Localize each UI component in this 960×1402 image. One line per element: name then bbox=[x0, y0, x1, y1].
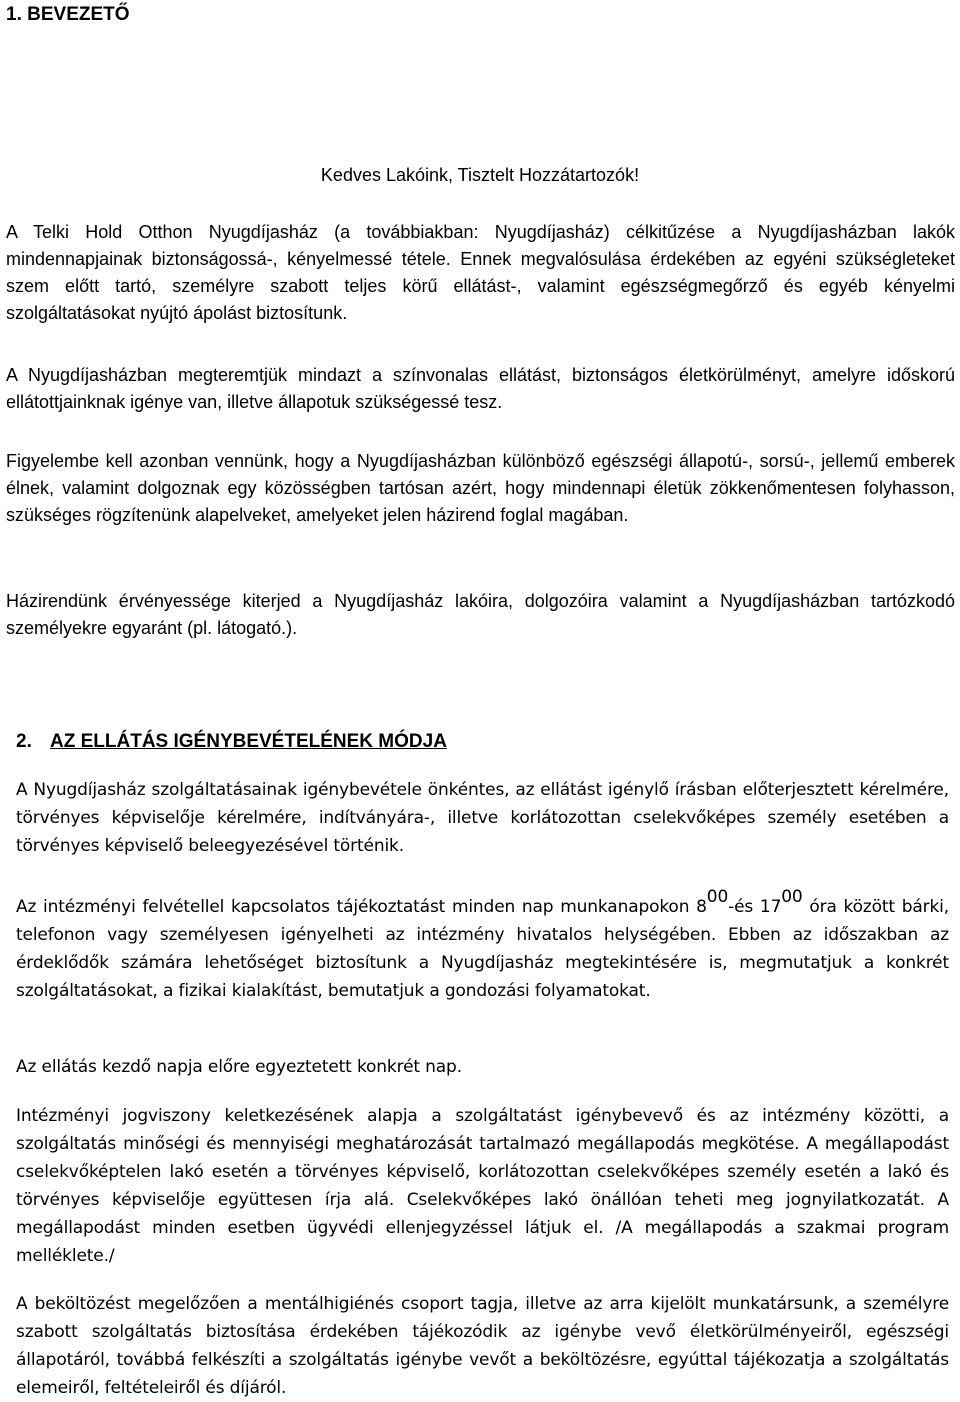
intro-paragraph: Figyelembe kell azonban vennünk, hogy a Nyugdíjasházban különböző egészségi állapotú-, sorsú-, jellemű emberek élnek, valamint dolgoznak egy közösségben tartósan azért, hogy mindennapi életük zökkenőmentesen folyhasson, szükséges rögzítenünk alapelveket, amelyeket jelen házirend foglal magában. bbox=[6, 451, 955, 525]
section-2-paragraph: A beköltözést megelőzően a mentálhigiénés csoport tagja, illetve az arra kijelölt munkatársunk, a személyre szabott szolgáltatás biztosítása érdekében tájékozódik az igénybe vevő életkörülményeiről, egészségi állapotáról, továbbá felkészíti a szolgáltatás igénybe vevőt a beköltözésre, egyúttal tájékozatja a szolgáltatás elemeiről, feltételeiről és díjáról. bbox=[16, 1294, 949, 1398]
section-2-heading bbox=[16, 729, 447, 755]
section-1-heading: 1. BEVEZETŐ bbox=[6, 4, 130, 25]
section-2-title: AZ ELLÁTÁS IGÉNYBEVÉTELÉNEK MÓDJA bbox=[50, 731, 447, 752]
section-2-paragraph: A Nyugdíjasház szolgáltatásainak igénybevétele önkéntes, az ellátást igénylő írásban előterjesztett kérelmére, törvényes képviselője kérelmére, indítványára-, illetve korlátozottan cselekvőképes személy esetében a törvényes képviselő beleegyezésével történik. bbox=[16, 780, 949, 856]
time-superscript: 00 bbox=[706, 887, 729, 908]
intro-paragraph: A Nyugdíjasházban megteremtjük mindazt a színvonalas ellátást, biztonságos életkörülményt, amelyre időskorú ellátottjainknak igénye van, illetve állapotuk szükségessé tesz. bbox=[6, 365, 955, 412]
section-2-paragraph-hours: Az intézményi felvétellel kapcsolatos tájékoztatást minden nap munkanapokon $8^{00}-és$ $17^{00}$ óra között bárki, telefonon vagy személyesen igényelheti az intézmény hivatalos helységében. Ebben az időszakban az érdeklődők számára lehetőséget biztosítunk a Nyugdíjasház megtekintésére is, megmutatjuk a konkrét szolgáltatásokat, a fizikai kialakítást, bemutatjuk a gondozási folyamatokat. bbox=[16, 887, 949, 1001]
section-2-number: 2. bbox=[16, 731, 32, 752]
section-2-paragraph: Intézményi jogviszony keletkezésének alapja a szolgáltatást igénybevevő és az intézmény közötti, a szolgáltatás minőségi és mennyiségi meghatározását tartalmazó megállapodás megkötése. A megállapodást cselekvőképtelen lakó esetén a törvényes képviselő, korlátozottan cselekvőképes személy esetén a lakó és törvényes képviselője együttesen írja alá. Cselekvőképes lakó önállóan teheti meg jognyilatkozatát. A megállapodást minden esetben ügyvédi ellenjegyzéssel látjuk el. /A megállapodás a szakmai program melléklete./ bbox=[16, 1106, 949, 1266]
section-2-paragraph: Az ellátás kezdő napja előre egyeztetett konkrét nap. bbox=[16, 1057, 462, 1077]
salutation: Kedves Lakóink, Tisztelt Hozzátartozók! bbox=[320, 165, 640, 185]
intro-paragraph: Házirendünk érvényessége kiterjed a Nyugdíjasház lakóira, dolgozóira valamint a Nyugdíjasházban tartózkodó személyekre egyaránt (pl. látogató.). bbox=[6, 591, 955, 638]
time-superscript: 00 bbox=[781, 887, 803, 908]
intro-paragraph: A Telki Hold Otthon Nyugdíjasház (a továbbiakban: Nyugdíjasház) célkitűzése a Nyugdíjasházban lakók mindennapjainak biztonságossá-, kényelmessé tétele. Ennek megvalósulása érdekében az egyéni szükségleteket szem előtt tartó, személyre szabott teljes körű ellátást-, valamint egészségmegőrző és egyéb kényelmi szolgáltatásokat nyújtó ápolást biztosítunk. bbox=[6, 222, 955, 323]
